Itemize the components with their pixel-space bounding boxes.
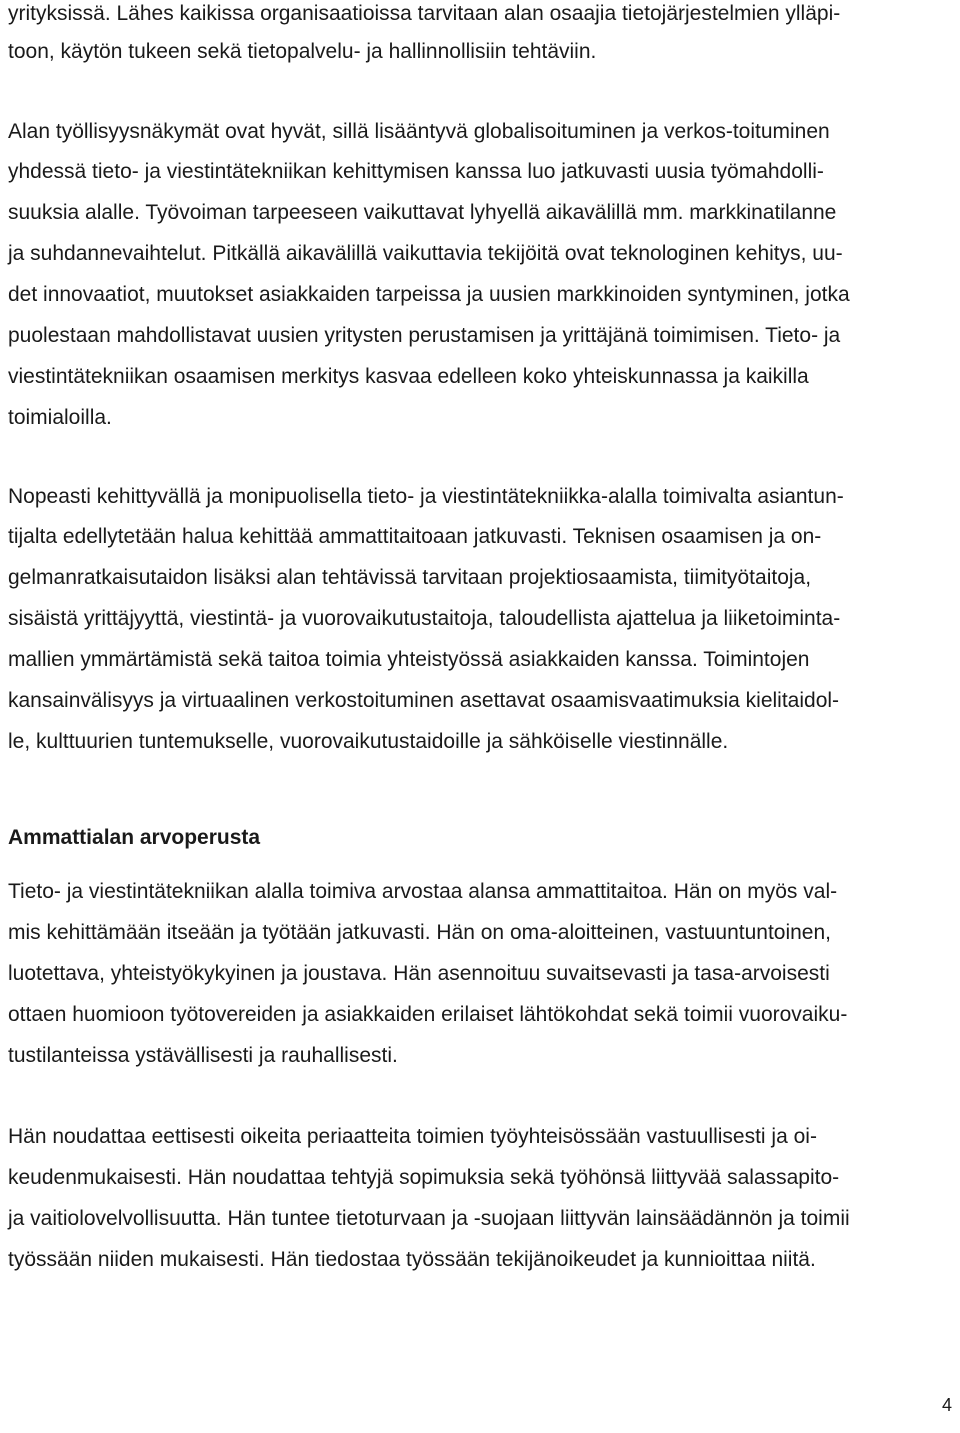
text-line: Hän noudattaa eettisesti oikeita periaatteita toimien työyhteisössään vastuullisesti ja oi- — [8, 1125, 817, 1148]
text-line: mis kehittämään itseään ja työtään jatkuvasti. Hän on oma-aloitteinen, vastuuntuntoinen, — [8, 921, 831, 944]
text-line: yhdessä tieto- ja viestintätekniikan kehittymisen kanssa luo jatkuvasti uusia työmahdolli- — [8, 160, 824, 183]
text-line: ja vaitiolovelvollisuutta. Hän tuntee tietoturvaan ja -suojaan liittyvän lainsäädännön ja toimii — [8, 1207, 850, 1230]
text-line: kansainvälisyys ja virtuaalinen verkostoituminen asettavat osaamisvaatimuksia kielitaidol- — [8, 689, 840, 712]
text-line: Tieto- ja viestintätekniikan alalla toimiva arvostaa alansa ammattitaitoa. Hän on myös val- — [8, 880, 838, 903]
text-line: suuksia alalle. Työvoiman tarpeeseen vaikuttavat lyhyellä aikavälillä mm. markkinatilanne — [8, 201, 837, 224]
text-line: puolestaan mahdollistavat uusien yritysten perustamisen ja yrittäjänä toimimisen. Tieto- ja — [8, 324, 841, 347]
text-line: tustilanteissa ystävällisesti ja rauhallisesti. — [8, 1044, 398, 1067]
page-number: 4 — [941, 1395, 952, 1415]
text-line: toon, käytön tukeen sekä tietopalvelu- ja hallinnollisiin tehtäviin. — [8, 40, 597, 63]
text-line: Nopeasti kehittyvällä ja monipuolisella tieto- ja viestintätekniikka-alalla toimivalta asiantun- — [8, 485, 844, 508]
text-line: toimialoilla. — [8, 406, 112, 429]
text-line: keudenmukaisesti. Hän noudattaa tehtyjä sopimuksia sekä työhönsä liittyvää salassapito- — [8, 1166, 840, 1189]
text-line: yrityksissä. Lähes kaikissa organisaatioissa tarvitaan alan osaajia tietojärjestelmien ylläpi- — [8, 2, 841, 25]
text-line: ja suhdannevaihtelut. Pitkällä aikavälillä vaikuttavia tekijöitä ovat teknologinen kehitys, uu- — [8, 242, 843, 265]
text-line: luotettava, yhteistyökykyinen ja joustava. Hän asennoituu suvaitsevasti ja tasa-arvoisesti — [8, 962, 830, 985]
text-line: Alan työllisyysnäkymät ovat hyvät, sillä lisääntyvä globalisoituminen ja verkos-toituminen — [8, 120, 830, 143]
text-line: det innovaatiot, muutokset asiakkaiden tarpeissa ja uusien markkinoiden syntyminen, jotka — [8, 283, 850, 306]
text-line: le, kulttuurien tuntemukselle, vuorovaikutustaidoille ja sähköiselle viestinnälle. — [8, 730, 729, 753]
text-line: työssään niiden mukaisesti. Hän tiedostaa työssään tekijänoikeudet ja kunnioittaa niitä. — [8, 1248, 816, 1271]
text-line: mallien ymmärtämistä sekä taitoa toimia yhteistyössä asiakkaiden kanssa. Toimintojen — [8, 648, 810, 671]
text-line: tijalta edellytetään halua kehittää ammattitaitoaan jatkuvasti. Teknisen osaamisen ja on- — [8, 525, 822, 548]
text-line: ottaen huomioon työtovereiden ja asiakkaiden erilaiset lähtökohdat sekä toimii vuorovaiku- — [8, 1003, 848, 1026]
text-line: sisäistä yrittäjyyttä, viestintä- ja vuorovaikutustaitoja, taloudellista ajattelua ja liiketoiminta- — [8, 607, 841, 630]
text-line: gelmanratkaisutaidon lisäksi alan tehtävissä tarvitaan projektiosaamista, tiimityötaitoja, — [8, 566, 812, 589]
section-heading: Ammattialan arvoperusta — [8, 826, 261, 849]
text-line: viestintätekniikan osaamisen merkitys kasvaa edelleen koko yhteiskunnassa ja kaikilla — [8, 365, 809, 388]
